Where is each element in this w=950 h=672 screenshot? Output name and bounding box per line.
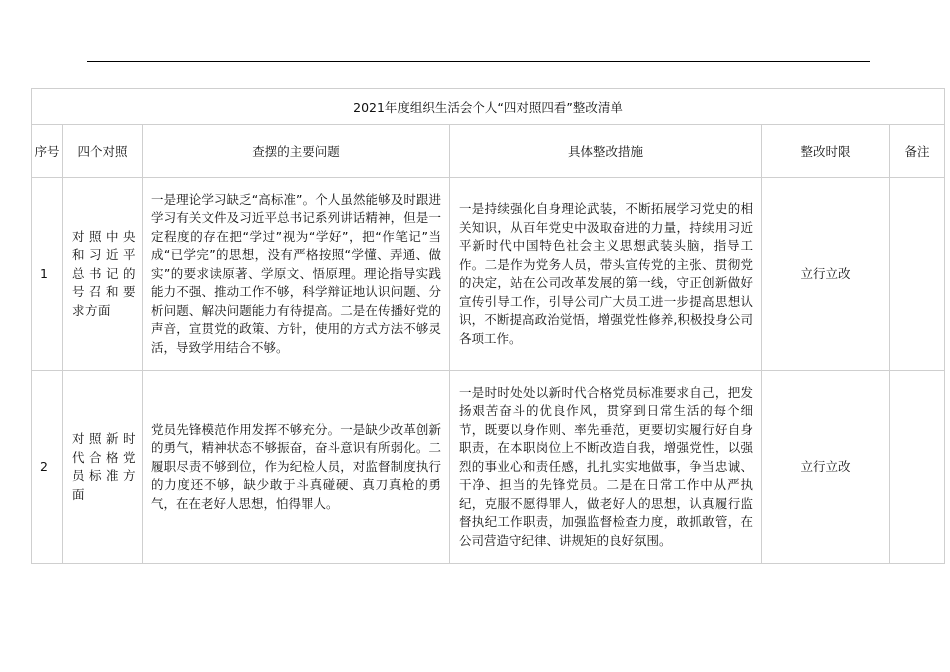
row-deadline: 立行立改 [762, 178, 890, 371]
row-remarks [890, 371, 945, 564]
row-problems: 一是理论学习缺乏“高标准”。个人虽然能够及时跟进学习有关文件及习近平总书记系列讲话精神，但是一定程度的存在把“学过”视为“学好”，把“作笔记”当成“已学完”的思想，没有严格按照“学懂、弄通、做实”的要求读原著、学原文、悟原理。理论指导实践能力不强、推动工作不够，科学辩证地认识问题、分析问题、解决问题能力有待提高。二是在传播好党的声音，宣贯党的政策、方针，使用的方式方法不够灵活，导致学用结合不够。 [143, 178, 450, 371]
rectification-table [31, 88, 945, 564]
row-seq: 2 [32, 371, 63, 564]
row-seq: 1 [32, 178, 63, 371]
table-title: 2021年度组织生活会个人“四对照四看”整改清单 [32, 89, 945, 125]
header-rule [87, 61, 870, 62]
row-contrast: 对照中央和习近平总书记的号召和要求方面 [63, 178, 143, 371]
column-header-contrast: 四个对照 [63, 125, 143, 178]
column-header-remarks: 备注 [890, 125, 945, 178]
table-row [32, 371, 945, 564]
column-header-seq: 序号 [32, 125, 63, 178]
column-header-problems: 查摆的主要问题 [143, 125, 450, 178]
row-measures: 一是时时处处以新时代合格党员标准要求自己，把发扬艰苦奋斗的优良作风，贯穿到日常生活的每个细节，既要以身作则、率先垂范，更要切实履行好自身职责，在本职岗位上不断改造自我，增强党性，以强烈的事业心和责任感，扎扎实实地做事，争当忠诚、干净、担当的先锋党员。二是在日常工作中从严执纪，克服不愿得罪人，做老好人的思想，认真履行监督执纪工作职责，加强监督检查力度，敢抓敢管，在公司营造守纪律、讲规矩的良好氛围。 [450, 371, 762, 564]
row-measures: 一是持续强化自身理论武装，不断拓展学习党史的相关知识，从百年党史中汲取奋进的力量，持续用习近平新时代中国特色社会主义思想武装头脑，指导工作。二是作为党务人员，带头宣传党的主张、贯彻党的决定，站在公司改革发展的第一线，守正创新做好宣传引导工作，引导公司广大员工进一步提高思想认识，不断提高政治觉悟，增强党性修养,积极投身公司各项工作。 [450, 178, 762, 371]
row-problems: 党员先锋模范作用发挥不够充分。一是缺少改革创新的勇气，精神状态不够振奋，奋斗意识有所弱化。二履职尽责不够到位，作为纪检人员，对监督制度执行的力度还不够，缺少敢于斗真碰硬、真刀真枪的勇气，在在老好人思想，怕得罪人。 [143, 371, 450, 564]
row-deadline: 立行立改 [762, 371, 890, 564]
table-header-row [32, 125, 945, 178]
table-row [32, 178, 945, 371]
column-header-deadline: 整改时限 [762, 125, 890, 178]
row-contrast: 对照新时代合格党员标准方面 [63, 371, 143, 564]
column-header-measures: 具体整改措施 [450, 125, 762, 178]
row-remarks [890, 178, 945, 371]
